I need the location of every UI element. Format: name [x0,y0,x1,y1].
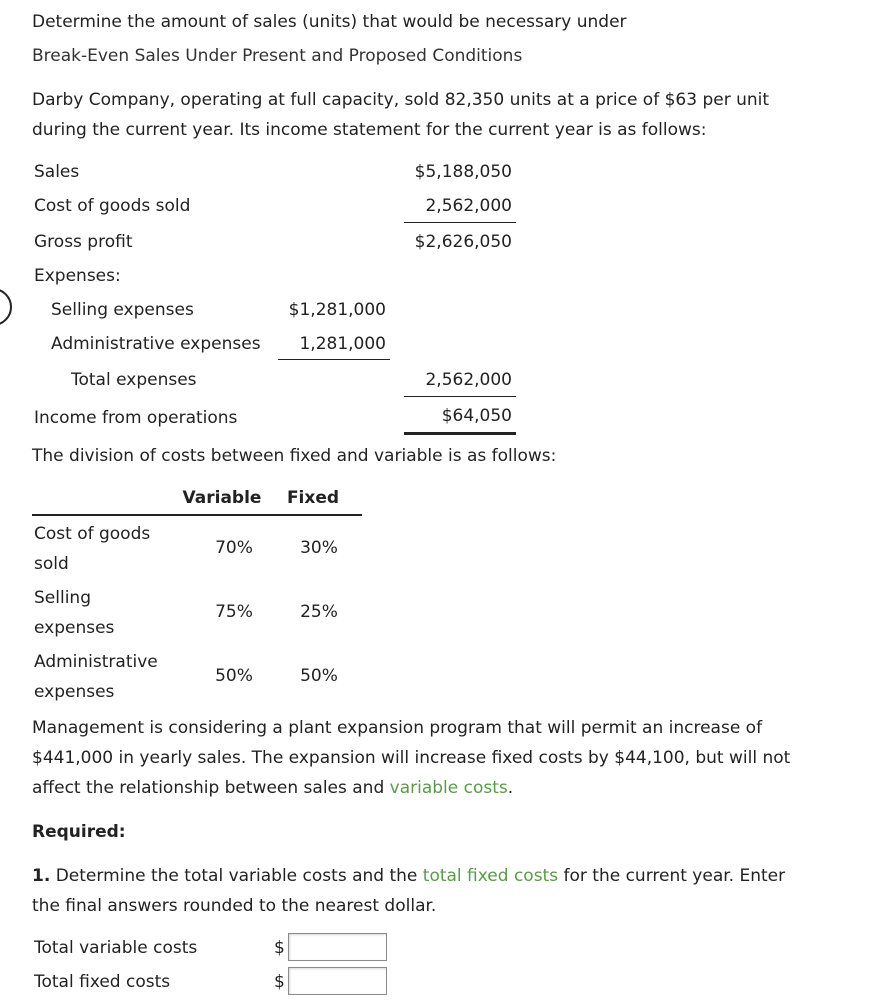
question-1-suffix: for the current year. Enter [558,866,786,886]
cogs-value: 2,562,000 [425,196,512,216]
income-from-operations-value: $64,050 [441,406,512,426]
required-heading: Required: [32,822,126,842]
admin-expenses-value: 1,281,000 [299,334,386,354]
expenses-label: Expenses: [34,266,121,286]
total-variable-costs-label: Total variable costs [34,938,198,958]
table-header-rule [32,514,362,516]
variable-cell: 70% [215,538,253,558]
management-line-3 [32,778,513,798]
sales-value: $5,188,050 [414,162,512,182]
total-fixed-costs-input[interactable] [288,967,387,995]
currency-symbol: $ [274,972,285,992]
admin-expenses-label: Administrative expenses [51,334,261,354]
gross-profit-label: Gross profit [34,232,133,252]
selling-expenses-label: Selling expenses [51,300,194,320]
row-label-line-1: Administrative [34,652,158,672]
row-label-line-1: Selling [34,588,91,608]
variable-header: Variable [182,488,262,508]
variable-cell: 50% [215,666,253,686]
row-label-line-2: expenses [34,682,115,702]
fixed-cell: 25% [300,602,338,622]
fixed-cell: 30% [300,538,338,558]
fixed-header: Fixed [286,488,340,508]
income-double-underline [404,432,516,435]
page-title: Determine the amount of sales (units) that would be necessary under [32,12,627,32]
question-1-line-2: the final answers rounded to the nearest dollar. [32,896,437,916]
currency-symbol: $ [274,938,285,958]
step-marker-icon [0,288,12,326]
income-from-operations-label: Income from operations [34,408,238,428]
variable-costs-link[interactable]: variable costs [389,778,508,798]
cogs-label: Cost of goods sold [34,196,191,216]
variable-cell: 75% [215,602,253,622]
selling-expenses-value: $1,281,000 [288,300,386,320]
total-variable-costs-input[interactable] [288,933,387,961]
page-subtitle: Break-Even Sales Under Present and Proposed Conditions [32,46,523,66]
cogs-underline [404,222,516,223]
gross-profit-value: $2,626,050 [414,232,512,252]
intro-line-1: Darby Company, operating at full capacity, sold 82,350 units at a price of $63 per unit [32,90,770,110]
total-expenses-value: 2,562,000 [425,370,512,390]
row-label-line-2: sold [34,554,69,574]
total-fixed-costs-link[interactable]: total fixed costs [422,866,559,886]
row-label-line-2: expenses [34,618,115,638]
management-line-3-suffix: . [507,778,514,798]
question-1-line-1 [32,866,785,886]
fixed-cell: 50% [300,666,338,686]
question-1-prefix: Determine the total variable costs and the [50,866,423,886]
management-line-2: $441,000 in yearly sales. The expansion will increase fixed costs by $44,100, but will not [32,748,791,768]
division-intro: The division of costs between fixed and variable is as follows: [32,446,557,466]
total-expenses-label: Total expenses [71,370,197,390]
intro-line-2: during the current year. Its income statement for the current year is as follows: [32,120,707,140]
question-number: 1. [32,866,51,886]
row-label-line-1: Cost of goods [34,524,151,544]
total-expenses-underline [404,396,516,397]
management-line-1: Management is considering a plant expansion program that will permit an increase of [32,718,763,738]
management-line-3-prefix: affect the relationship between sales and [32,778,390,798]
sales-label: Sales [34,162,80,182]
total-fixed-costs-label: Total fixed costs [34,972,171,992]
admin-expenses-underline [278,359,390,360]
